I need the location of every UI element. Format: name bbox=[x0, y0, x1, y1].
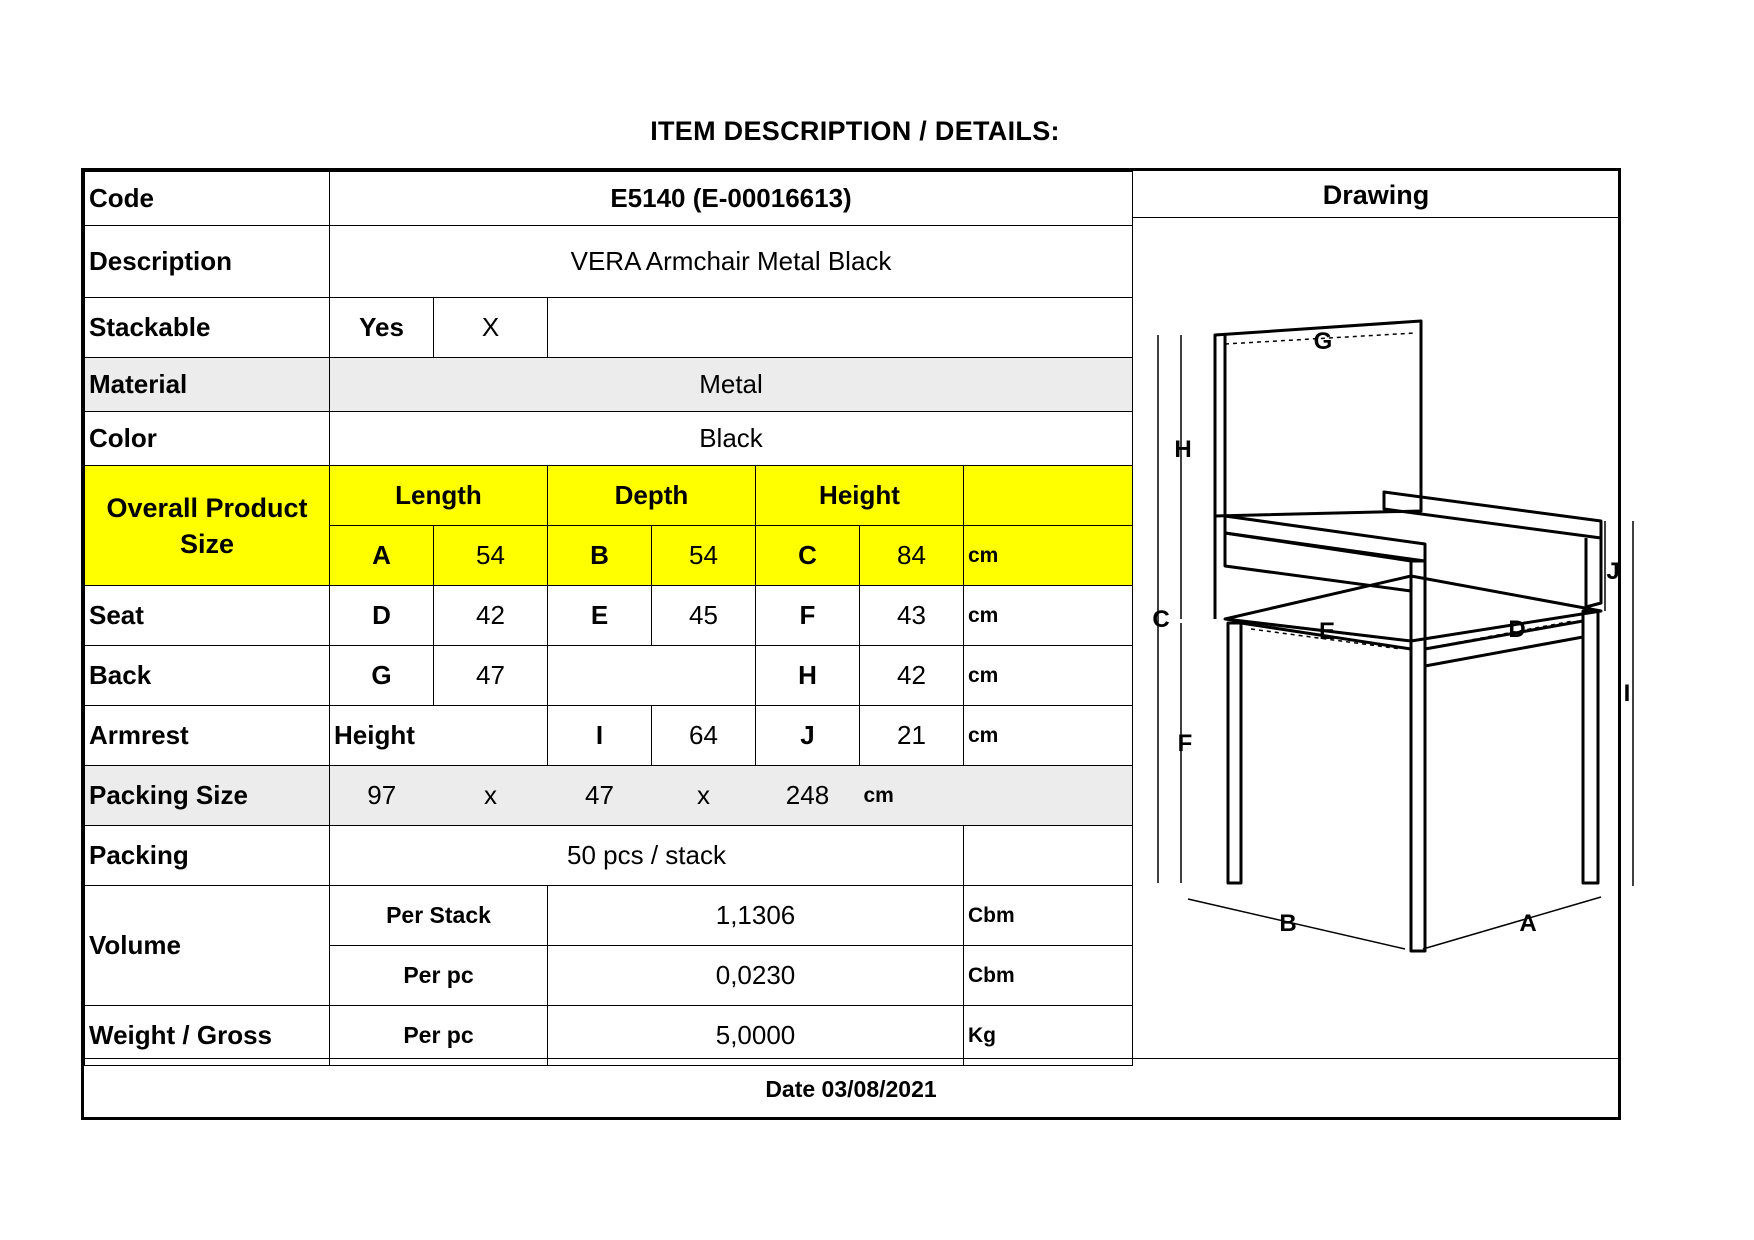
armrest-label: Armrest bbox=[85, 706, 330, 766]
code-row bbox=[85, 172, 1133, 226]
overall-letter-b: B bbox=[548, 526, 652, 586]
volume-per-stack-label: Per Stack bbox=[330, 886, 548, 946]
weight-value: 5,0000 bbox=[548, 1006, 964, 1066]
weight-row bbox=[85, 1006, 1133, 1066]
depth-header: Depth bbox=[548, 466, 756, 526]
armrest-letter-j: J bbox=[756, 706, 860, 766]
seat-letter-e: E bbox=[548, 586, 652, 646]
volume-label: Volume bbox=[85, 886, 330, 1006]
height-header: Height bbox=[756, 466, 964, 526]
code-value: E5140 (E-00016613) bbox=[330, 172, 1133, 226]
armrest-letter-i: I bbox=[548, 706, 652, 766]
dim-label-d: D bbox=[1508, 616, 1526, 643]
weight-unit: Kg bbox=[964, 1006, 1133, 1066]
chair-leg-back-right bbox=[1583, 611, 1598, 883]
dim-label-h: H bbox=[1174, 436, 1192, 463]
overall-letter-c: C bbox=[756, 526, 860, 586]
armrest-row bbox=[85, 706, 1133, 766]
armrest-value-j: 21 bbox=[860, 706, 964, 766]
drawing-panel bbox=[1132, 171, 1631, 1058]
seat-label: Seat bbox=[85, 586, 330, 646]
page-title: ITEM DESCRIPTION / DETAILS: bbox=[650, 116, 1060, 146]
material-value: Metal bbox=[330, 358, 1133, 412]
volume-per-stack-value: 1,1306 bbox=[548, 886, 964, 946]
armrest-height-label: Height bbox=[330, 706, 548, 766]
packing-size-unit: cm bbox=[860, 766, 1133, 826]
packing-label: Packing bbox=[85, 826, 330, 886]
volume-per-stack-unit: Cbm bbox=[964, 886, 1133, 946]
packing-row bbox=[85, 826, 1133, 886]
dim-a-line bbox=[1423, 897, 1601, 949]
packing-size-sep-1: x bbox=[434, 766, 548, 826]
code-label: Code bbox=[85, 172, 330, 226]
dim-label-g: G bbox=[1313, 328, 1333, 355]
stackable-empty bbox=[548, 298, 1133, 358]
stackable-row bbox=[85, 298, 1133, 358]
weight-label: Weight / Gross bbox=[85, 1006, 330, 1066]
dim-label-c: C bbox=[1152, 606, 1170, 633]
material-label: Material bbox=[85, 358, 330, 412]
back-label: Back bbox=[85, 646, 330, 706]
dim-label-e: E bbox=[1318, 618, 1336, 645]
description-value: VERA Armchair Metal Black bbox=[330, 226, 1133, 298]
dimension-guides bbox=[1225, 333, 1573, 649]
overall-size-label: Overall Product Size bbox=[85, 466, 330, 586]
dim-label-a: A bbox=[1519, 910, 1537, 937]
seat-unit: cm bbox=[964, 586, 1133, 646]
material-row bbox=[85, 358, 1133, 412]
overall-unit: cm bbox=[964, 526, 1133, 586]
volume-per-pc-value: 0,0230 bbox=[548, 946, 964, 1006]
drawing-header: Drawing bbox=[1133, 171, 1619, 218]
stackable-yes: Yes bbox=[330, 298, 434, 358]
seat-value-d: 42 bbox=[434, 586, 548, 646]
overall-header-empty bbox=[964, 466, 1133, 526]
chair-armrest-right-post bbox=[1586, 536, 1601, 607]
stackable-label: Stackable bbox=[85, 298, 330, 358]
volume-row-stack bbox=[85, 886, 1133, 946]
date-footer: Date 03/08/2021 bbox=[84, 1058, 1618, 1118]
chair-leg-front bbox=[1411, 561, 1425, 951]
seat-letter-f: F bbox=[756, 586, 860, 646]
packing-size-sep-2: x bbox=[652, 766, 756, 826]
seat-value-e: 45 bbox=[652, 586, 756, 646]
spec-sheet bbox=[81, 168, 1631, 1120]
color-value: Black bbox=[330, 412, 1133, 466]
overall-value-length: 54 bbox=[434, 526, 548, 586]
overall-value-height: 84 bbox=[860, 526, 964, 586]
dim-label-j: J bbox=[1606, 558, 1620, 585]
weight-per-pc-label: Per pc bbox=[330, 1006, 548, 1066]
chair-rail-right-low bbox=[1425, 637, 1583, 666]
color-row bbox=[85, 412, 1133, 466]
seat-letter-d: D bbox=[330, 586, 434, 646]
volume-per-pc-unit: Cbm bbox=[964, 946, 1133, 1006]
seat-value-f: 43 bbox=[860, 586, 964, 646]
overall-value-depth: 54 bbox=[652, 526, 756, 586]
description-row bbox=[85, 226, 1133, 298]
chair-seat bbox=[1225, 576, 1601, 641]
packing-size-label: Packing Size bbox=[85, 766, 330, 826]
back-unit: cm bbox=[964, 646, 1133, 706]
spec-table bbox=[84, 171, 1133, 1066]
dim-label-i: I bbox=[1623, 680, 1631, 707]
stackable-mark: X bbox=[434, 298, 548, 358]
chair-armrest-right bbox=[1384, 492, 1601, 538]
volume-per-pc-label: Per pc bbox=[330, 946, 548, 1006]
description-label: Description bbox=[85, 226, 330, 298]
packing-size-row bbox=[85, 766, 1133, 826]
armrest-value-i: 64 bbox=[652, 706, 756, 766]
back-value-g: 47 bbox=[434, 646, 548, 706]
chair-outline bbox=[1215, 321, 1601, 951]
back-letter-g: G bbox=[330, 646, 434, 706]
armrest-unit: cm bbox=[964, 706, 1133, 766]
packing-size-width: 47 bbox=[548, 766, 652, 826]
back-letter-h: H bbox=[756, 646, 860, 706]
back-empty bbox=[548, 646, 756, 706]
overall-size-header-row bbox=[85, 466, 1133, 526]
packing-size-length: 97 bbox=[330, 766, 434, 826]
back-value-h: 42 bbox=[860, 646, 964, 706]
packing-size-height: 248 bbox=[756, 766, 860, 826]
packing-empty bbox=[964, 826, 1133, 886]
back-row bbox=[85, 646, 1133, 706]
chair-leg-back-left bbox=[1228, 623, 1241, 883]
chair-drawing bbox=[1133, 171, 1631, 1058]
length-header: Length bbox=[330, 466, 548, 526]
dim-label-b: B bbox=[1279, 910, 1297, 937]
color-label: Color bbox=[85, 412, 330, 466]
seat-row bbox=[85, 586, 1133, 646]
dim-label-f: F bbox=[1177, 730, 1193, 757]
packing-value: 50 pcs / stack bbox=[330, 826, 964, 886]
overall-letter-a: A bbox=[330, 526, 434, 586]
